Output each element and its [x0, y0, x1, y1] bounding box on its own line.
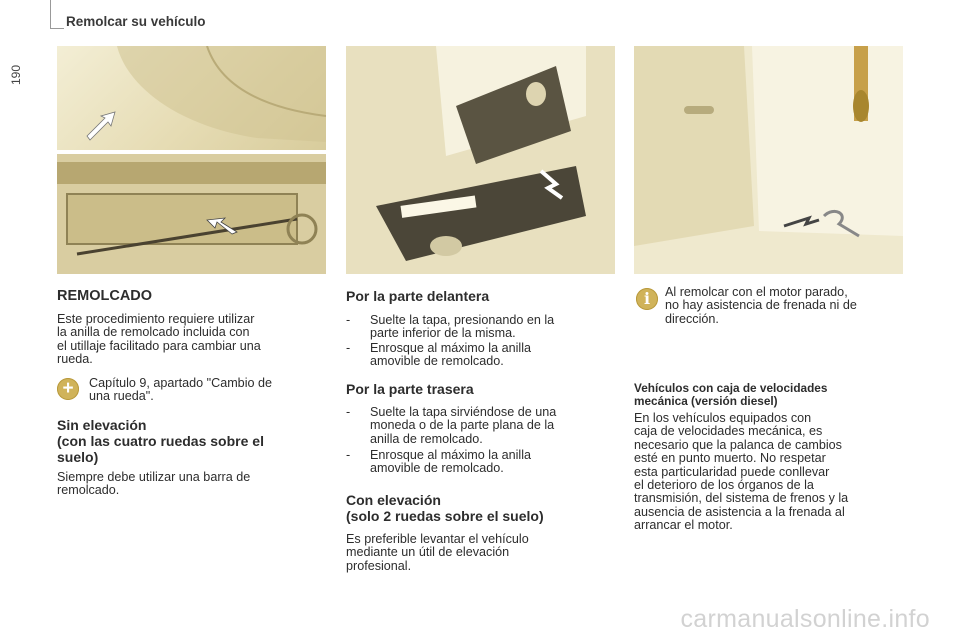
subsection-title-con-elevacion	[346, 492, 621, 524]
text-line: Este procedimiento requiere utilizar	[57, 312, 255, 326]
text-line: no hay asistencia de frenada ni de	[665, 298, 857, 313]
list-item-front-1	[346, 314, 616, 341]
plus-icon: +	[57, 378, 79, 400]
title-line: suelo)	[57, 449, 99, 465]
text-line: Capítulo 9, apartado "Cambio de	[89, 376, 272, 390]
text-line: Siempre debe utilizar una barra de	[57, 470, 251, 484]
info-icon: i	[636, 288, 658, 310]
title-line: Sin elevación	[57, 417, 147, 433]
text-line: remolcado.	[57, 483, 120, 498]
text-line: mediante un útil de elevación	[346, 545, 510, 560]
intro-paragraph	[57, 313, 327, 367]
text-line: ausencia de asistencia a la frenada al	[634, 504, 845, 519]
text-line: necesario que la palanca de cambios	[634, 437, 842, 452]
page-title: Remolcar su vehículo	[66, 14, 206, 29]
illustration-rear-tow-point	[634, 46, 903, 274]
text-line: esté en punto muerto. No respetar	[634, 451, 826, 466]
illustration-spare-wheel-tools	[57, 154, 326, 274]
section-title-remolcado: REMOLCADO	[57, 288, 153, 304]
note-paragraph	[89, 377, 329, 404]
text-line: amovible de remolcado.	[370, 354, 504, 369]
text-line: arrancar el motor.	[634, 518, 733, 533]
text-line: una rueda".	[89, 389, 154, 404]
arrow-icon	[87, 112, 115, 140]
text-line: Al remolcar con el motor parado,	[665, 285, 848, 299]
bullet-dash: -	[346, 313, 351, 327]
header-rule-tick	[50, 28, 64, 29]
info-paragraph	[665, 286, 915, 326]
text-line: Suelte la tapa sirviéndose de una	[370, 405, 557, 419]
bullet-dash: -	[346, 341, 351, 355]
text-line: En los vehículos equipados con	[634, 411, 812, 425]
text-line: dirección.	[665, 311, 719, 326]
text-line: transmisión, del sistema de frenos y la	[634, 491, 849, 506]
text-line: moneda o de la parte plana de la	[370, 418, 555, 433]
text-line: caja de velocidades mecánica, es	[634, 424, 823, 439]
text-line: Es preferible levantar el vehículo	[346, 532, 529, 546]
title-line: mecánica (versión diesel)	[634, 394, 778, 408]
list-item-front-2	[346, 342, 616, 369]
text-line: Enrosque al máximo la anilla	[370, 448, 532, 462]
title-line: (con las cuatro ruedas sobre el	[57, 433, 264, 449]
illustration-spare-wheel-cover	[57, 46, 326, 150]
text-line: la anilla de remolcado incluida con	[57, 325, 250, 340]
header-rule	[50, 0, 51, 28]
text-line: esta particularidad puede conllevar	[634, 464, 830, 479]
manual-gearbox-paragraph	[634, 412, 919, 533]
lift-paragraph	[346, 533, 616, 573]
title-line: (solo 2 ruedas sobre el suelo)	[346, 508, 544, 524]
text-line: el utillaje facilitado para cambiar una	[57, 338, 261, 353]
page-number: 190	[9, 64, 23, 86]
text-line: anilla de remolcado.	[370, 431, 483, 446]
title-line: Con elevación	[346, 492, 441, 508]
no-lift-paragraph	[57, 471, 327, 498]
section-title-front: Por la parte delantera	[346, 288, 490, 304]
list-item-rear-2	[346, 449, 616, 476]
text-line: parte inferior de la misma.	[370, 326, 516, 341]
illustration-front-tow-point	[346, 46, 615, 274]
subsection-title-sin-elevacion	[57, 417, 332, 465]
text-line: Suelte la tapa, presionando en la	[370, 313, 555, 327]
title-line: Vehículos con caja de velocidades	[634, 381, 828, 395]
list-item-rear-1	[346, 406, 616, 446]
section-title-rear: Por la parte trasera	[346, 381, 474, 397]
text-line: profesional.	[346, 558, 412, 573]
bullet-dash: -	[346, 448, 351, 462]
text-line: el deterioro de los órganos de la	[634, 478, 814, 493]
text-line: rueda.	[57, 352, 93, 367]
text-line: Enrosque al máximo la anilla	[370, 341, 532, 355]
text-line: amovible de remolcado.	[370, 461, 504, 476]
bullet-dash: -	[346, 405, 351, 419]
subsection-title-manual-gearbox	[634, 382, 914, 408]
watermark: carmanualsonline.info	[680, 605, 930, 633]
